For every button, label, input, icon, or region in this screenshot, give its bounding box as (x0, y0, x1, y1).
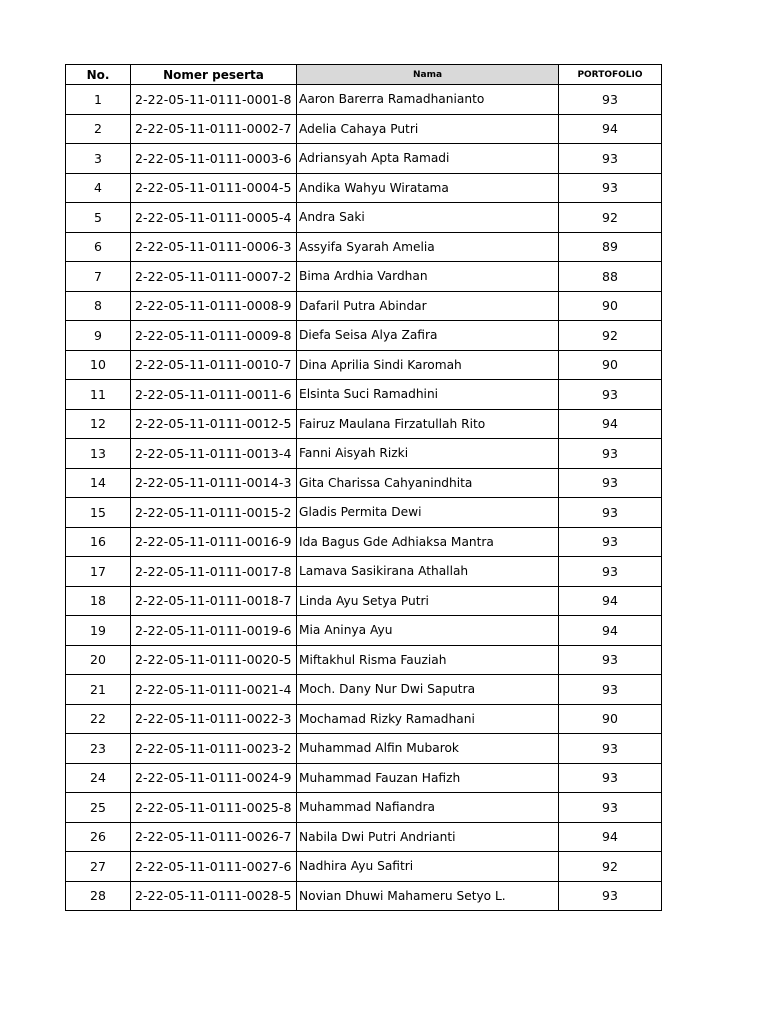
table-body (66, 85, 662, 911)
cell-portfolio-score: 93 (559, 468, 662, 498)
cell-no: 4 (66, 173, 131, 203)
table-row (66, 262, 662, 292)
cell-no: 17 (66, 557, 131, 587)
cell-participant-number: 2-22-05-11-0111-0001-8 (131, 85, 297, 115)
cell-no: 9 (66, 321, 131, 351)
cell-no: 13 (66, 439, 131, 469)
cell-participant-number: 2-22-05-11-0111-0003-6 (131, 144, 297, 174)
cell-no: 10 (66, 350, 131, 380)
cell-no: 6 (66, 232, 131, 262)
cell-name: Lamava Sasikirana Athallah (297, 557, 559, 587)
cell-participant-number: 2-22-05-11-0111-0022-3 (131, 704, 297, 734)
cell-portfolio-score: 93 (559, 557, 662, 587)
table-row (66, 380, 662, 410)
cell-participant-number: 2-22-05-11-0111-0028-5 (131, 881, 297, 911)
table-row (66, 852, 662, 882)
cell-no: 24 (66, 763, 131, 793)
table-row (66, 586, 662, 616)
cell-portfolio-score: 92 (559, 203, 662, 233)
cell-portfolio-score: 92 (559, 321, 662, 351)
participant-score-table (65, 64, 662, 911)
cell-name: Nabila Dwi Putri Andrianti (297, 822, 559, 852)
cell-no: 18 (66, 586, 131, 616)
cell-participant-number: 2-22-05-11-0111-0014-3 (131, 468, 297, 498)
cell-participant-number: 2-22-05-11-0111-0011-6 (131, 380, 297, 410)
cell-portfolio-score: 94 (559, 409, 662, 439)
cell-participant-number: 2-22-05-11-0111-0015-2 (131, 498, 297, 528)
cell-portfolio-score: 90 (559, 291, 662, 321)
cell-name: Elsinta Suci Ramadhini (297, 380, 559, 410)
cell-no: 16 (66, 527, 131, 557)
cell-no: 2 (66, 114, 131, 144)
table-row (66, 232, 662, 262)
cell-name: Novian Dhuwi Mahameru Setyo L. (297, 881, 559, 911)
table-row (66, 557, 662, 587)
table-row (66, 114, 662, 144)
cell-participant-number: 2-22-05-11-0111-0008-9 (131, 291, 297, 321)
table-row (66, 173, 662, 203)
cell-no: 23 (66, 734, 131, 764)
header-portfolio: PORTOFOLIO (559, 65, 662, 85)
cell-portfolio-score: 88 (559, 262, 662, 292)
cell-name: Muhammad Alfin Mubarok (297, 734, 559, 764)
cell-no: 3 (66, 144, 131, 174)
cell-name: Nadhira Ayu Safitri (297, 852, 559, 882)
table-row (66, 793, 662, 823)
cell-portfolio-score: 92 (559, 852, 662, 882)
cell-participant-number: 2-22-05-11-0111-0009-8 (131, 321, 297, 351)
cell-no: 28 (66, 881, 131, 911)
cell-no: 15 (66, 498, 131, 528)
cell-no: 20 (66, 645, 131, 675)
table-row (66, 704, 662, 734)
cell-name: Gladis Permita Dewi (297, 498, 559, 528)
cell-portfolio-score: 94 (559, 822, 662, 852)
cell-portfolio-score: 93 (559, 527, 662, 557)
cell-name: Gita Charissa Cahyanindhita (297, 468, 559, 498)
table-row (66, 144, 662, 174)
cell-no: 26 (66, 822, 131, 852)
table-row (66, 203, 662, 233)
cell-portfolio-score: 90 (559, 350, 662, 380)
cell-portfolio-score: 93 (559, 881, 662, 911)
cell-portfolio-score: 89 (559, 232, 662, 262)
cell-name: Adelia Cahaya Putri (297, 114, 559, 144)
cell-name: Mochamad Rizky Ramadhani (297, 704, 559, 734)
cell-portfolio-score: 93 (559, 498, 662, 528)
cell-name: Adriansyah Apta Ramadi (297, 144, 559, 174)
cell-participant-number: 2-22-05-11-0111-0026-7 (131, 822, 297, 852)
cell-portfolio-score: 93 (559, 763, 662, 793)
cell-participant-number: 2-22-05-11-0111-0023-2 (131, 734, 297, 764)
cell-no: 1 (66, 85, 131, 115)
cell-participant-number: 2-22-05-11-0111-0006-3 (131, 232, 297, 262)
cell-participant-number: 2-22-05-11-0111-0027-6 (131, 852, 297, 882)
table-row (66, 291, 662, 321)
table-row (66, 498, 662, 528)
cell-no: 8 (66, 291, 131, 321)
cell-name: Dafaril Putra Abindar (297, 291, 559, 321)
cell-name: Andika Wahyu Wiratama (297, 173, 559, 203)
cell-name: Dina Aprilia Sindi Karomah (297, 350, 559, 380)
cell-portfolio-score: 94 (559, 586, 662, 616)
cell-no: 21 (66, 675, 131, 705)
cell-name: Assyifa Syarah Amelia (297, 232, 559, 262)
cell-portfolio-score: 93 (559, 675, 662, 705)
cell-no: 14 (66, 468, 131, 498)
cell-participant-number: 2-22-05-11-0111-0016-9 (131, 527, 297, 557)
table-row (66, 881, 662, 911)
table-row (66, 439, 662, 469)
cell-participant-number: 2-22-05-11-0111-0013-4 (131, 439, 297, 469)
cell-portfolio-score: 93 (559, 645, 662, 675)
table-row (66, 822, 662, 852)
cell-participant-number: 2-22-05-11-0111-0012-5 (131, 409, 297, 439)
cell-no: 7 (66, 262, 131, 292)
cell-no: 12 (66, 409, 131, 439)
cell-no: 25 (66, 793, 131, 823)
table-row (66, 468, 662, 498)
cell-name: Bima Ardhia Vardhan (297, 262, 559, 292)
cell-portfolio-score: 90 (559, 704, 662, 734)
cell-no: 11 (66, 380, 131, 410)
cell-participant-number: 2-22-05-11-0111-0024-9 (131, 763, 297, 793)
table-row (66, 321, 662, 351)
cell-portfolio-score: 93 (559, 144, 662, 174)
table-header-row (66, 65, 662, 85)
cell-portfolio-score: 93 (559, 793, 662, 823)
cell-name: Miftakhul Risma Fauziah (297, 645, 559, 675)
cell-participant-number: 2-22-05-11-0111-0002-7 (131, 114, 297, 144)
cell-name: Linda Ayu Setya Putri (297, 586, 559, 616)
cell-name: Moch. Dany Nur Dwi Saputra (297, 675, 559, 705)
cell-portfolio-score: 93 (559, 439, 662, 469)
cell-participant-number: 2-22-05-11-0111-0010-7 (131, 350, 297, 380)
table-row (66, 616, 662, 646)
cell-portfolio-score: 93 (559, 85, 662, 115)
cell-no: 22 (66, 704, 131, 734)
cell-portfolio-score: 94 (559, 114, 662, 144)
cell-participant-number: 2-22-05-11-0111-0021-4 (131, 675, 297, 705)
cell-name: Aaron Barerra Ramadhanianto (297, 85, 559, 115)
cell-no: 19 (66, 616, 131, 646)
cell-name: Muhammad Fauzan Hafizh (297, 763, 559, 793)
cell-participant-number: 2-22-05-11-0111-0020-5 (131, 645, 297, 675)
cell-name: Muhammad Nafiandra (297, 793, 559, 823)
table-row (66, 527, 662, 557)
cell-no: 5 (66, 203, 131, 233)
cell-participant-number: 2-22-05-11-0111-0004-5 (131, 173, 297, 203)
cell-participant-number: 2-22-05-11-0111-0017-8 (131, 557, 297, 587)
table-row (66, 675, 662, 705)
cell-name: Andra Saki (297, 203, 559, 233)
cell-name: Mia Aninya Ayu (297, 616, 559, 646)
table-row (66, 85, 662, 115)
cell-participant-number: 2-22-05-11-0111-0025-8 (131, 793, 297, 823)
cell-no: 27 (66, 852, 131, 882)
cell-portfolio-score: 93 (559, 173, 662, 203)
table-row (66, 409, 662, 439)
cell-participant-number: 2-22-05-11-0111-0018-7 (131, 586, 297, 616)
cell-portfolio-score: 93 (559, 380, 662, 410)
cell-participant-number: 2-22-05-11-0111-0019-6 (131, 616, 297, 646)
cell-name: Ida Bagus Gde Adhiaksa Mantra (297, 527, 559, 557)
cell-participant-number: 2-22-05-11-0111-0007-2 (131, 262, 297, 292)
cell-name: Fairuz Maulana Firzatullah Rito (297, 409, 559, 439)
cell-name: Diefa Seisa Alya Zafira (297, 321, 559, 351)
header-name: Nama (297, 65, 559, 85)
cell-portfolio-score: 93 (559, 734, 662, 764)
cell-participant-number: 2-22-05-11-0111-0005-4 (131, 203, 297, 233)
table-row (66, 734, 662, 764)
header-no: No. (66, 65, 131, 85)
cell-name: Fanni Aisyah Rizki (297, 439, 559, 469)
header-participant-number: Nomer peserta (131, 65, 297, 85)
table-row (66, 763, 662, 793)
table-row (66, 645, 662, 675)
table-row (66, 350, 662, 380)
cell-portfolio-score: 94 (559, 616, 662, 646)
